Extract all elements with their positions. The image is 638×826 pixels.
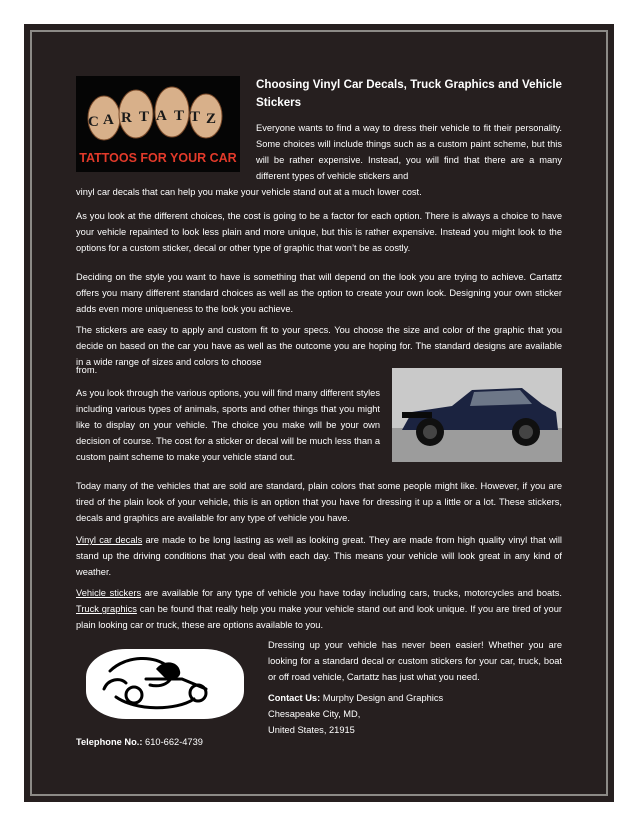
svg-text:R: R [121, 110, 132, 126]
page-title: Choosing Vinyl Car Decals, Truck Graphics and Vehicle Stickers [256, 78, 562, 109]
intro-paragraph: Everyone wants to find a way to dress their vehicle to fit their personality. Some choices will include things such as a custom paint scheme, but this will be rather expensive. Instead, you will find that there are a many different types of vehicle stickers and [256, 123, 562, 181]
contact-city: Chesapeake City, MD, [268, 709, 361, 719]
paragraph-plain-colors: Today many of the vehicles that are sold are standard, plain colors that some people might like. However, if you are tired of the plain look of your vehicle, this is an option that you have for dressing it up a little or a lot. These stickers, decals and graphics are available for any type of vehicle you have. [76, 481, 562, 523]
svg-text:T: T [190, 109, 201, 125]
sticker-artwork [86, 649, 244, 719]
telephone-label: Telephone No.: [76, 737, 143, 747]
svg-text:A: A [103, 112, 114, 128]
logo-tagline: TATTOOS FOR YOUR CAR [79, 151, 237, 165]
car-photo [392, 368, 562, 462]
paragraph-apply-end: from. [76, 365, 98, 375]
intro-paragraph-continued: vinyl car decals that can help you make your vehicle stand out at a much lower cost. [76, 187, 422, 197]
truck-graphics-link[interactable]: Truck graphics [76, 604, 137, 614]
paragraph-vinyl-decals: Vinyl car decals are made to be long lasting as well as looking great. They are made from high quality vinyl that will stand up the driving conditions that you deal with each day. This means your vehicle will look great in any kind of weather. [76, 535, 562, 577]
svg-text:A: A [156, 108, 167, 124]
vehicle-stickers-link[interactable]: Vehicle stickers [76, 588, 142, 598]
svg-text:Z: Z [206, 111, 217, 127]
contact-block [268, 690, 562, 738]
paragraph-closing: Dressing up your vehicle has never been easier! Whether you are looking for a standard decal or custom stickers for your car, truck, boat or off road vehicle, Cartattz has just what you need. [268, 640, 562, 682]
contact-country: United States, 21915 [268, 725, 355, 735]
paragraph-vehicle-stickers: Vehicle stickers are available for any type of vehicle you have today including cars, trucks, motorcycles and boats. Truck graphics can be found that really help you make your vehicle stand out and look unique. If you are tired of your plain looking car or truck, these are options available to you. [76, 588, 562, 630]
vinyl-car-decals-link[interactable]: Vinyl car decals [76, 535, 143, 545]
paragraph-style: Deciding on the style you want to have is something that will depend on the look you are trying to achieve. Cartattz offers you many different standard choices as well as the option to create your own look. Designing your own sticker adds even more uniqueness to the look you achieve. [76, 272, 562, 314]
telephone-number: 610-662-4739 [142, 737, 203, 747]
svg-text:C: C [88, 114, 99, 130]
paragraph-options: As you look through the various options, you will find many different styles including various types of animals, sports and other things that you might like to display on your vehicle. The choice you make will be your own decision of course. The cost for a sticker or decal will be much less than a custom paint scheme to make your vehicle stand out. [76, 388, 380, 462]
telephone-line [76, 734, 276, 750]
svg-text:T: T [174, 108, 185, 124]
contact-company: Murphy Design and Graphics [320, 693, 444, 703]
paragraph-cost: As you look at the different choices, the cost is going to be a factor for each option. There is always a choice to have your vehicle repainted to look less plain and more unique, but this is rather expensive. Instead you might look to the options for a custom sticker, decal or other type of graphic that won’t be as costly. [76, 211, 562, 253]
svg-text:T: T [139, 109, 150, 125]
contact-label: Contact Us: [268, 693, 321, 703]
cartattz-logo [76, 76, 240, 172]
paragraph-apply: The stickers are easy to apply and custom fit to your specs. You choose the size and color of the graphic that you decide on based on the car you have as well as the outcome you are hoping for. The standard designs are available in a wide range of sizes and colors to choose [76, 325, 562, 367]
contact-line [268, 690, 562, 706]
